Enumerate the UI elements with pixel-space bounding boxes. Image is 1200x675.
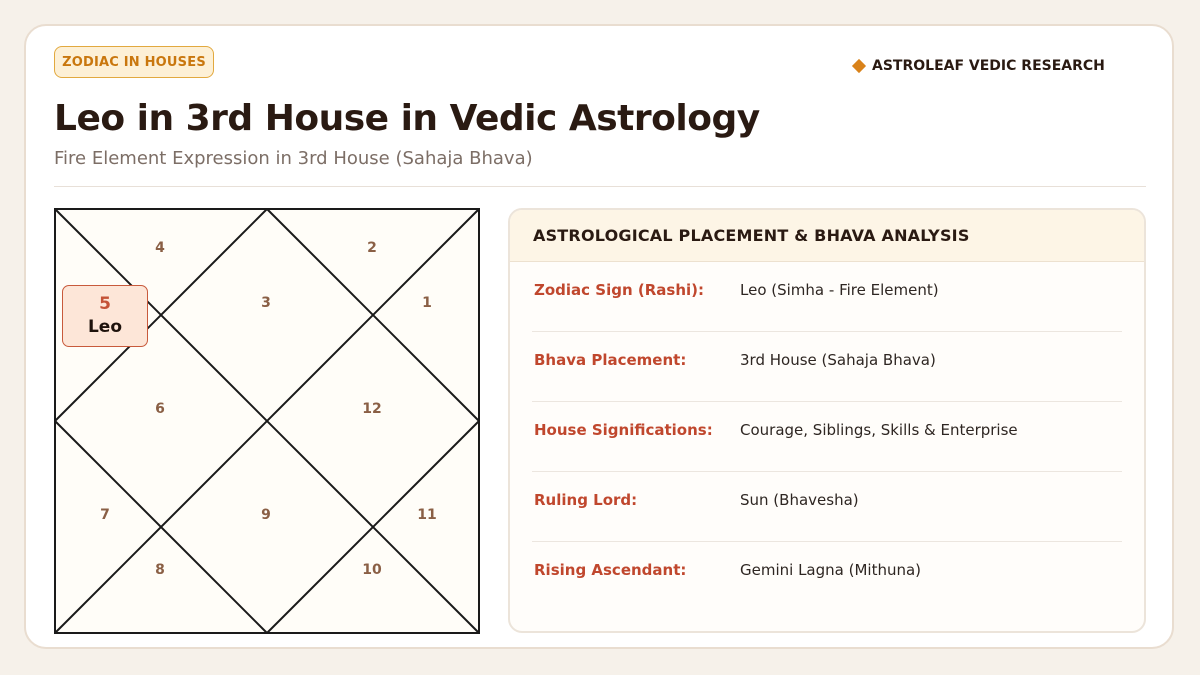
panel-heading: ASTROLOGICAL PLACEMENT & BHAVA ANALYSIS	[510, 210, 1144, 262]
house-number-6: 6	[155, 401, 165, 417]
brand-name: ASTROLEAF VEDIC RESEARCH	[872, 58, 1105, 74]
analysis-row	[532, 542, 1122, 612]
analysis-row	[532, 332, 1122, 402]
diamond-icon	[852, 59, 866, 73]
header-divider	[54, 186, 1146, 187]
row-label: Zodiac Sign (Rashi):	[534, 281, 705, 299]
category-badge: ZODIAC IN HOUSES	[54, 46, 214, 78]
row-label: Rising Ascendant:	[534, 561, 687, 579]
analysis-rows	[510, 262, 1144, 612]
house-number-11: 11	[417, 507, 437, 523]
page-title: Leo in 3rd House in Vedic Astrology	[54, 98, 760, 139]
chart-lines	[54, 208, 480, 634]
highlighted-sign-name: Leo	[87, 317, 123, 337]
row-value: Courage, Siblings, Skills & Enterprise	[740, 421, 1018, 439]
brand-label	[854, 56, 1105, 76]
house-number-2: 2	[367, 240, 377, 256]
analysis-row	[532, 262, 1122, 332]
house-number-4: 4	[155, 240, 165, 256]
row-label: House Significations:	[534, 421, 713, 439]
analysis-panel	[508, 208, 1146, 633]
row-value: Sun (Bhavesha)	[740, 491, 859, 509]
north-indian-chart	[54, 208, 480, 634]
analysis-row	[532, 402, 1122, 472]
row-value: Leo (Simha - Fire Element)	[740, 281, 939, 299]
analysis-row	[532, 472, 1122, 542]
row-label: Bhava Placement:	[534, 351, 687, 369]
house-number-7: 7	[100, 507, 110, 523]
row-value: 3rd House (Sahaja Bhava)	[740, 351, 936, 369]
house-number-8: 8	[155, 562, 165, 578]
page-subtitle: Fire Element Expression in 3rd House (Sahaja Bhava)	[54, 148, 533, 169]
row-label: Ruling Lord:	[534, 491, 638, 509]
highlighted-house-number: 5	[99, 294, 111, 314]
house-number-1: 1	[422, 295, 432, 311]
house-number-10: 10	[362, 562, 382, 578]
highlighted-house-leo	[62, 285, 148, 347]
house-number-12: 12	[362, 401, 382, 417]
house-number-9: 9	[261, 507, 271, 523]
house-number-3: 3	[261, 295, 271, 311]
row-value: Gemini Lagna (Mithuna)	[740, 561, 922, 579]
